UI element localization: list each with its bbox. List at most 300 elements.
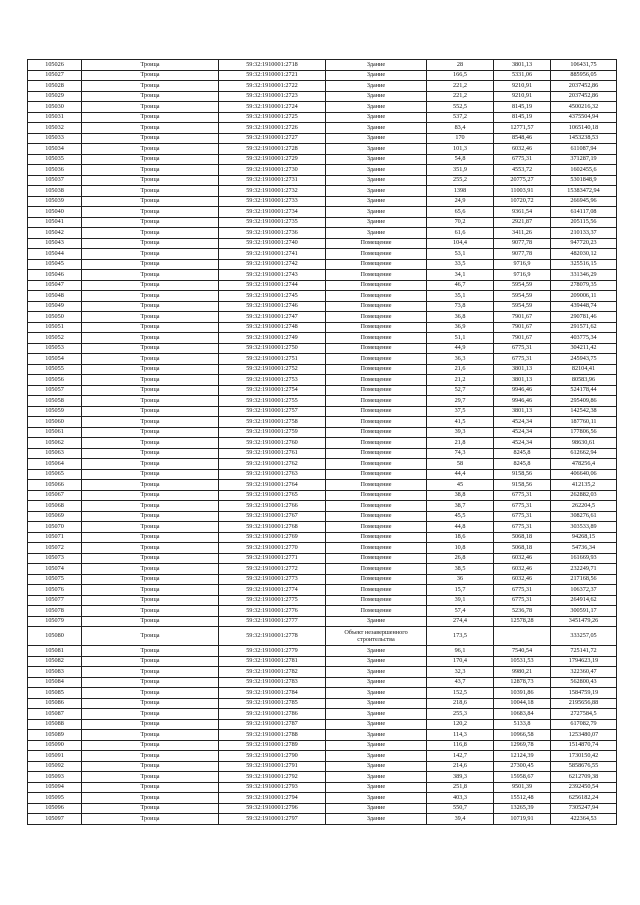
cadastral-value-cell: 106431,75 [551, 60, 617, 71]
cadastral-value-cell: 333257,05 [551, 627, 617, 646]
area-cell: 57,4 [427, 606, 494, 617]
area-cell: 38,8 [427, 490, 494, 501]
row-id-cell: 105036 [28, 165, 82, 176]
area-cell: 58 [427, 459, 494, 470]
object-type-cell: Здание [326, 70, 427, 81]
locality-cell: Троица [82, 677, 219, 688]
cadastral-number-cell: 59:32:1910001:2779 [219, 646, 326, 657]
cadastral-number-cell: 59:32:1910001:2768 [219, 522, 326, 533]
row-id-cell: 105039 [28, 196, 82, 207]
locality-cell: Троица [82, 406, 219, 417]
cadastral-number-cell: 59:32:1910001:2769 [219, 532, 326, 543]
cadastral-number-cell: 59:32:1910001:2765 [219, 490, 326, 501]
cadastral-number-cell: 59:32:1910001:2761 [219, 448, 326, 459]
locality-cell: Троица [82, 70, 219, 81]
area-cell: 550,7 [427, 803, 494, 814]
object-type-cell: Здание [326, 165, 427, 176]
table-row [28, 259, 617, 270]
table-row [28, 133, 617, 144]
row-id-cell: 105094 [28, 782, 82, 793]
table-row [28, 343, 617, 354]
area-cell: 104,4 [427, 238, 494, 249]
locality-cell: Троица [82, 595, 219, 606]
area-cell: 70,2 [427, 217, 494, 228]
locality-cell: Троица [82, 761, 219, 772]
object-type-cell: Здание [326, 228, 427, 239]
cadastral-number-cell: 59:32:1910001:2789 [219, 740, 326, 751]
locality-cell: Троица [82, 322, 219, 333]
cadastral-number-cell: 59:32:1910001:2796 [219, 803, 326, 814]
object-type-cell: Помещение [326, 396, 427, 407]
locality-cell: Троица [82, 553, 219, 564]
locality-cell: Троица [82, 574, 219, 585]
unit-value-cell: 9716,9 [494, 259, 551, 270]
locality-cell: Троица [82, 312, 219, 323]
area-cell: 37,5 [427, 406, 494, 417]
locality-cell: Троица [82, 123, 219, 134]
row-id-cell: 105044 [28, 249, 82, 260]
unit-value-cell: 5133,8 [494, 719, 551, 730]
row-id-cell: 105040 [28, 207, 82, 218]
table-row [28, 564, 617, 575]
locality-cell: Троица [82, 186, 219, 197]
locality-cell: Троица [82, 480, 219, 491]
locality-cell: Троица [82, 532, 219, 543]
table-row [28, 595, 617, 606]
table-row [28, 238, 617, 249]
table-row [28, 761, 617, 772]
area-cell: 26,8 [427, 553, 494, 564]
table-row [28, 543, 617, 554]
object-type-cell: Помещение [326, 511, 427, 522]
table-row [28, 291, 617, 302]
cadastral-number-cell: 59:32:1910001:2767 [219, 511, 326, 522]
cadastral-value-cell: 611087,94 [551, 144, 617, 155]
locality-cell: Троица [82, 270, 219, 281]
cadastral-value-cell: 2392450,54 [551, 782, 617, 793]
locality-cell: Троица [82, 102, 219, 113]
area-cell: 552,5 [427, 102, 494, 113]
area-cell: 44,4 [427, 469, 494, 480]
unit-value-cell: 8145,19 [494, 102, 551, 113]
cadastral-value-cell: 1253480,07 [551, 730, 617, 741]
table-row [28, 112, 617, 123]
cadastral-value-cell: 98630,61 [551, 438, 617, 449]
area-cell: 54,8 [427, 154, 494, 165]
unit-value-cell: 6775,31 [494, 154, 551, 165]
cadastral-number-cell: 59:32:1910001:2766 [219, 501, 326, 512]
object-type-cell: Помещение [326, 406, 427, 417]
row-id-cell: 105075 [28, 574, 82, 585]
cadastral-value-cell: 308276,61 [551, 511, 617, 522]
area-cell: 83,4 [427, 123, 494, 134]
cadastral-number-cell: 59:32:1910001:2760 [219, 438, 326, 449]
table-row [28, 469, 617, 480]
locality-cell: Троица [82, 438, 219, 449]
cadastral-number-cell: 59:32:1910001:2791 [219, 761, 326, 772]
cadastral-number-cell: 59:32:1910001:2763 [219, 469, 326, 480]
cadastral-value-cell: 524178,44 [551, 385, 617, 396]
unit-value-cell: 6032,46 [494, 574, 551, 585]
row-id-cell: 105088 [28, 719, 82, 730]
object-type-cell: Здание [326, 698, 427, 709]
table-row [28, 448, 617, 459]
row-id-cell: 105092 [28, 761, 82, 772]
object-type-cell: Здание [326, 81, 427, 92]
table-row [28, 459, 617, 470]
unit-value-cell: 5954,59 [494, 280, 551, 291]
unit-value-cell: 12878,73 [494, 677, 551, 688]
locality-cell: Троица [82, 656, 219, 667]
area-cell: 120,2 [427, 719, 494, 730]
area-cell: 18,6 [427, 532, 494, 543]
cadastral-value-cell: 2037452,86 [551, 81, 617, 92]
unit-value-cell: 3411,26 [494, 228, 551, 239]
cadastral-value-cell: 177806,56 [551, 427, 617, 438]
unit-value-cell: 9980,21 [494, 667, 551, 678]
locality-cell: Троица [82, 112, 219, 123]
table-row [28, 667, 617, 678]
row-id-cell: 105056 [28, 375, 82, 386]
table-body [28, 60, 617, 825]
area-cell: 43,7 [427, 677, 494, 688]
row-id-cell: 105069 [28, 511, 82, 522]
cadastral-value-cell: 245943,75 [551, 354, 617, 365]
unit-value-cell: 8245,8 [494, 448, 551, 459]
unit-value-cell: 9077,78 [494, 238, 551, 249]
cadastral-value-cell: 947720,23 [551, 238, 617, 249]
locality-cell: Троица [82, 238, 219, 249]
area-cell: 39,4 [427, 814, 494, 825]
locality-cell: Троица [82, 543, 219, 554]
cadastral-value-cell: 262882,03 [551, 490, 617, 501]
unit-value-cell: 6775,31 [494, 585, 551, 596]
unit-value-cell: 12124,39 [494, 751, 551, 762]
area-cell: 389,3 [427, 772, 494, 783]
row-id-cell: 105053 [28, 343, 82, 354]
locality-cell: Троица [82, 782, 219, 793]
row-id-cell: 105035 [28, 154, 82, 165]
unit-value-cell: 9501,39 [494, 782, 551, 793]
table-row [28, 322, 617, 333]
unit-value-cell: 27300,45 [494, 761, 551, 772]
object-type-cell: Помещение [326, 501, 427, 512]
cadastral-number-cell: 59:32:1910001:2785 [219, 698, 326, 709]
object-type-cell: Здание [326, 803, 427, 814]
cadastral-number-cell: 59:32:1910001:2754 [219, 385, 326, 396]
row-id-cell: 105062 [28, 438, 82, 449]
cadastral-number-cell: 59:32:1910001:2773 [219, 574, 326, 585]
cadastral-value-cell: 217168,56 [551, 574, 617, 585]
object-type-cell: Здание [326, 91, 427, 102]
row-id-cell: 105095 [28, 793, 82, 804]
locality-cell: Троица [82, 459, 219, 470]
row-id-cell: 105063 [28, 448, 82, 459]
cadastral-value-cell: 725141,72 [551, 646, 617, 657]
locality-cell: Троица [82, 667, 219, 678]
area-cell: 274,4 [427, 616, 494, 627]
area-cell: 21,6 [427, 364, 494, 375]
object-type-cell: Здание [326, 688, 427, 699]
row-id-cell: 105038 [28, 186, 82, 197]
table-row [28, 196, 617, 207]
object-type-cell: Помещение [326, 469, 427, 480]
row-id-cell: 105080 [28, 627, 82, 646]
area-cell: 34,1 [427, 270, 494, 281]
row-id-cell: 105076 [28, 585, 82, 596]
cadastral-value-cell: 7305247,94 [551, 803, 617, 814]
unit-value-cell: 4524,34 [494, 438, 551, 449]
cadastral-number-cell: 59:32:1910001:2786 [219, 709, 326, 720]
unit-value-cell: 9077,78 [494, 249, 551, 260]
table-row [28, 656, 617, 667]
row-id-cell: 105083 [28, 667, 82, 678]
row-id-cell: 105042 [28, 228, 82, 239]
unit-value-cell: 6775,31 [494, 343, 551, 354]
locality-cell: Троица [82, 793, 219, 804]
table-row [28, 396, 617, 407]
area-cell: 101,3 [427, 144, 494, 155]
row-id-cell: 105074 [28, 564, 82, 575]
locality-cell: Троица [82, 688, 219, 699]
cadastral-value-cell: 6212709,38 [551, 772, 617, 783]
unit-value-cell: 2921,87 [494, 217, 551, 228]
cadastral-number-cell: 59:32:1910001:2775 [219, 595, 326, 606]
unit-value-cell: 15512,48 [494, 793, 551, 804]
cadastral-number-cell: 59:32:1910001:2730 [219, 165, 326, 176]
object-type-cell: Помещение [326, 522, 427, 533]
row-id-cell: 105081 [28, 646, 82, 657]
cadastral-value-cell: 4500216,32 [551, 102, 617, 113]
unit-value-cell: 6032,46 [494, 553, 551, 564]
table-row [28, 522, 617, 533]
locality-cell: Троица [82, 814, 219, 825]
cadastral-value-cell: 304211,42 [551, 343, 617, 354]
row-id-cell: 105078 [28, 606, 82, 617]
cadastral-number-cell: 59:32:1910001:2758 [219, 417, 326, 428]
area-cell: 74,3 [427, 448, 494, 459]
area-cell: 221,2 [427, 81, 494, 92]
row-id-cell: 105033 [28, 133, 82, 144]
unit-value-cell: 4524,34 [494, 417, 551, 428]
area-cell: 142,7 [427, 751, 494, 762]
object-type-cell: Здание [326, 217, 427, 228]
unit-value-cell: 5954,59 [494, 291, 551, 302]
table-row [28, 301, 617, 312]
cadastral-value-cell: 2037452,86 [551, 91, 617, 102]
unit-value-cell: 9946,46 [494, 396, 551, 407]
cadastral-value-cell: 161669,93 [551, 553, 617, 564]
table-row [28, 803, 617, 814]
row-id-cell: 105032 [28, 123, 82, 134]
row-id-cell: 105058 [28, 396, 82, 407]
unit-value-cell: 7901,67 [494, 322, 551, 333]
cadastral-number-cell: 59:32:1910001:2776 [219, 606, 326, 617]
table-row [28, 385, 617, 396]
area-cell: 28 [427, 60, 494, 71]
area-cell: 255,2 [427, 175, 494, 186]
area-cell: 15,7 [427, 585, 494, 596]
area-cell: 73,8 [427, 301, 494, 312]
cadastral-number-cell: 59:32:1910001:2752 [219, 364, 326, 375]
cadastral-value-cell: 371287,19 [551, 154, 617, 165]
object-type-cell: Объект незавершенного строительства [326, 627, 427, 646]
row-id-cell: 105029 [28, 91, 82, 102]
cadastral-value-cell: 1514870,74 [551, 740, 617, 751]
table-row [28, 186, 617, 197]
cadastral-value-cell: 322360,47 [551, 667, 617, 678]
area-cell: 36,8 [427, 312, 494, 323]
row-id-cell: 105043 [28, 238, 82, 249]
locality-cell: Троица [82, 772, 219, 783]
area-cell: 46,7 [427, 280, 494, 291]
object-type-cell: Помещение [326, 280, 427, 291]
cadastral-value-cell: 210133,37 [551, 228, 617, 239]
area-cell: 38,7 [427, 501, 494, 512]
table-row [28, 730, 617, 741]
unit-value-cell: 5236,78 [494, 606, 551, 617]
cadastral-number-cell: 59:32:1910001:2764 [219, 480, 326, 491]
table-row [28, 207, 617, 218]
unit-value-cell: 6775,31 [494, 354, 551, 365]
cadastral-number-cell: 59:32:1910001:2742 [219, 259, 326, 270]
row-id-cell: 105046 [28, 270, 82, 281]
locality-cell: Троица [82, 249, 219, 260]
cadastral-value-cell: 482030,12 [551, 249, 617, 260]
unit-value-cell: 6775,31 [494, 595, 551, 606]
table-row [28, 217, 617, 228]
table-row [28, 154, 617, 165]
cadastral-number-cell: 59:32:1910001:2751 [219, 354, 326, 365]
cadastral-value-cell: 1584759,19 [551, 688, 617, 699]
table-row [28, 782, 617, 793]
object-type-cell: Помещение [326, 543, 427, 554]
row-id-cell: 105049 [28, 301, 82, 312]
table-row [28, 427, 617, 438]
row-id-cell: 105072 [28, 543, 82, 554]
locality-cell: Троица [82, 259, 219, 270]
area-cell: 38,5 [427, 564, 494, 575]
row-id-cell: 105061 [28, 427, 82, 438]
table-row [28, 60, 617, 71]
object-type-cell: Здание [326, 782, 427, 793]
table-row [28, 553, 617, 564]
row-id-cell: 105051 [28, 322, 82, 333]
object-type-cell: Помещение [326, 532, 427, 543]
cadastral-value-cell: 885956,05 [551, 70, 617, 81]
locality-cell: Троица [82, 91, 219, 102]
object-type-cell: Здание [326, 751, 427, 762]
table-row [28, 417, 617, 428]
table-row [28, 532, 617, 543]
cadastral-value-cell: 5858676,55 [551, 761, 617, 772]
table-row [28, 740, 617, 751]
locality-cell: Троица [82, 196, 219, 207]
locality-cell: Троица [82, 490, 219, 501]
cadastral-number-cell: 59:32:1910001:2743 [219, 270, 326, 281]
locality-cell: Троица [82, 585, 219, 596]
cadastral-number-cell: 59:32:1910001:2729 [219, 154, 326, 165]
area-cell: 10,8 [427, 543, 494, 554]
object-type-cell: Помещение [326, 291, 427, 302]
area-cell: 218,6 [427, 698, 494, 709]
unit-value-cell: 4524,34 [494, 427, 551, 438]
locality-cell: Троица [82, 60, 219, 71]
row-id-cell: 105028 [28, 81, 82, 92]
cadastral-number-cell: 59:32:1910001:2794 [219, 793, 326, 804]
locality-cell: Троица [82, 698, 219, 709]
cadastral-value-cell: 187760,11 [551, 417, 617, 428]
locality-cell: Троица [82, 217, 219, 228]
cadastral-value-cell: 209006,11 [551, 291, 617, 302]
cadastral-value-cell: 300591,17 [551, 606, 617, 617]
area-cell: 36 [427, 574, 494, 585]
locality-cell: Троица [82, 228, 219, 239]
area-cell: 45 [427, 480, 494, 491]
row-id-cell: 105026 [28, 60, 82, 71]
unit-value-cell: 9158,56 [494, 469, 551, 480]
cadastral-number-cell: 59:32:1910001:2770 [219, 543, 326, 554]
area-cell: 24,9 [427, 196, 494, 207]
object-type-cell: Здание [326, 730, 427, 741]
cadastral-value-cell: 295409,86 [551, 396, 617, 407]
table-row [28, 585, 617, 596]
object-type-cell: Здание [326, 793, 427, 804]
locality-cell: Троица [82, 354, 219, 365]
object-type-cell: Здание [326, 175, 427, 186]
cadastral-number-cell: 59:32:1910001:2777 [219, 616, 326, 627]
unit-value-cell: 7540,54 [494, 646, 551, 657]
area-cell: 173,5 [427, 627, 494, 646]
locality-cell: Троица [82, 564, 219, 575]
unit-value-cell: 3801,13 [494, 375, 551, 386]
object-type-cell: Помещение [326, 564, 427, 575]
cadastral-value-cell: 439448,74 [551, 301, 617, 312]
cadastral-number-cell: 59:32:1910001:2774 [219, 585, 326, 596]
table-row [28, 354, 617, 365]
cadastral-number-cell: 59:32:1910001:2732 [219, 186, 326, 197]
object-type-cell: Здание [326, 154, 427, 165]
table-row [28, 709, 617, 720]
object-type-cell: Здание [326, 761, 427, 772]
cadastral-number-cell: 59:32:1910001:2750 [219, 343, 326, 354]
area-cell: 214,6 [427, 761, 494, 772]
object-type-cell: Здание [326, 60, 427, 71]
cadastral-number-cell: 59:32:1910001:2788 [219, 730, 326, 741]
cadastral-number-cell: 59:32:1910001:2781 [219, 656, 326, 667]
unit-value-cell: 20775,27 [494, 175, 551, 186]
locality-cell: Троица [82, 144, 219, 155]
unit-value-cell: 10531,53 [494, 656, 551, 667]
object-type-cell: Помещение [326, 459, 427, 470]
area-cell: 32,3 [427, 667, 494, 678]
area-cell: 170,4 [427, 656, 494, 667]
row-id-cell: 105054 [28, 354, 82, 365]
unit-value-cell: 7901,67 [494, 312, 551, 323]
locality-cell: Троица [82, 343, 219, 354]
cadastral-number-cell: 59:32:1910001:2755 [219, 396, 326, 407]
object-type-cell: Помещение [326, 333, 427, 344]
object-type-cell: Помещение [326, 417, 427, 428]
area-cell: 41,5 [427, 417, 494, 428]
row-id-cell: 105077 [28, 595, 82, 606]
object-type-cell: Здание [326, 646, 427, 657]
row-id-cell: 105067 [28, 490, 82, 501]
unit-value-cell: 13265,39 [494, 803, 551, 814]
table-row [28, 406, 617, 417]
cadastral-value-cell: 422364,53 [551, 814, 617, 825]
cadastral-value-cell: 412135,2 [551, 480, 617, 491]
